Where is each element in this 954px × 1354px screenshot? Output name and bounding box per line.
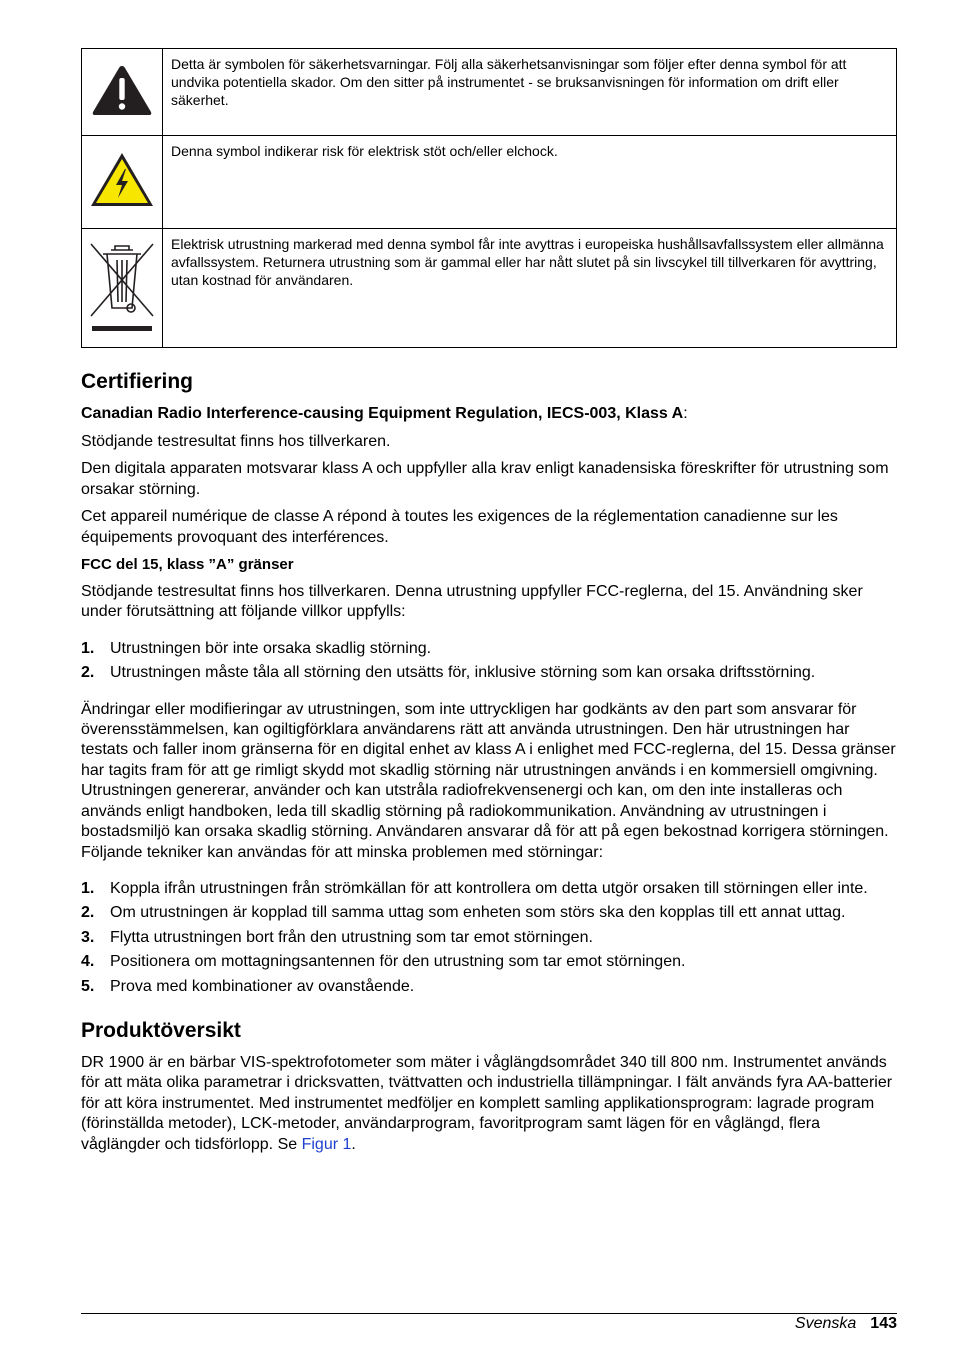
electric-shock-icon [89,151,155,209]
warning-triangle-icon [91,63,153,117]
paragraph: Stödjande testresultat finns hos tillverkaren. [81,433,391,450]
list-number: 2. [81,904,95,922]
list-item [81,952,897,972]
list-item [81,639,897,659]
footer-language: Svenska [794,1315,857,1332]
section-heading-produktoversikt: Produktöversikt [81,1018,241,1042]
section-heading-certifiering: Certifiering [81,370,194,393]
list-item [81,977,897,997]
list-number: 5. [81,977,95,995]
paragraph: Den digitala apparaten motsvarar klass A och uppfyller alla krav enligt kanadensiska föreskrifter för utrustning som orsakar störning. [81,460,889,498]
page-footer [81,1313,897,1333]
canada-regulation-title-text: Canadian Radio Interference-causing Equipment Regulation, IECS-003, Klass A [81,405,684,422]
page-number: 143 [870,1315,897,1332]
list-item [81,879,897,899]
symbol-description: Detta är symbolen för säkerhetsvarningar. Följ alla säkerhetsanvisningar som följer efter denna symbol för att undvika potentiella skador. Om den sitter på instrumentet - se bruksanvisningen för information om drift eller säkerhet. [163,49,897,136]
fcc-conditions-list [81,639,897,684]
list-item-text: Koppla ifrån utrustningen från strömkällan för att kontrollera om detta utgör orsaken till störningen eller inte. [110,879,868,897]
list-item-text: Om utrustningen är kopplad till samma uttag som enheten som störs ska den kopplas till ett annat uttag. [110,904,846,922]
list-item-text: Utrustningen bör inte orsaka skadlig störning. [110,639,432,657]
symbol-cell [82,49,163,136]
list-number: 1. [81,879,95,897]
list-item [81,663,897,683]
canada-title-colon: : [683,405,688,422]
fcc-subheading: FCC del 15, klass ”A” gränser [81,556,294,574]
symbol-row [82,49,897,136]
overview-paragraph [81,1053,897,1155]
paragraph: Ändringar eller modifieringar av utrustningen, som inte uttryckligen har godkänts av den part som ansvarar för överensstämmelsen, kan ogiltigförklara användarens rätt att använda utrustningen. Den här utrustningen har testats och faller inom gränserna för en digital enhet av klass A i enlighet med FCC-reglerna, del 15. Dessa gränser har tagits fram för att ge rimligt skydd mot skadlig störning när utrustningen används i en kommersiell omgivning. Utrustningen genererar, använder och kan utstråla radiofrekvensenergi och kan, om den inte installeras och används enligt handboken, leda till skadlig störning på radiokommunikation. Användning av utrustningen i bostadsmiljö kan orsaka skadlig störning. Användaren ansvarar då för att på egen bekostnad korrigera störningen. Följande tekniker kan användas för att minska problemen med störningar: [81,700,896,861]
overview-end: . [351,1135,356,1153]
list-item [81,903,897,923]
list-item [81,928,897,948]
list-number: 1. [81,639,95,657]
list-item-text: Prova med kombinationer av ovanstående. [110,977,415,995]
canada-regulation-title [81,404,897,424]
symbol-row [82,136,897,229]
list-number: 4. [81,953,95,971]
safety-symbols-table [81,48,897,348]
symbol-description: Denna symbol indikerar risk för elektrisk stöt och/eller elchock. [163,136,897,229]
paragraph: Cet appareil numérique de classe A répond à toutes les exigences de la réglementation canadienne sur les équipements provoquant des interférences. [81,508,838,546]
symbol-description: Elektrisk utrustning markerad med denna symbol får inte avyttras i europeiska hushållsavfallssystem eller allmänna avfallssystem. Returnera utrustning som är gammal eller har nått slutet på sin livscykel till tillverkaren för avyttring, utan kostnad för användaren. [163,229,897,348]
paragraph: Stödjande testresultat finns hos tillverkaren. Denna utrustning uppfyller FCC-reglerna, del 15. Användning sker under förutsättning att följande villkor uppfylls: [81,583,863,621]
footer-line [81,1315,897,1333]
symbol-cell [82,229,163,348]
list-item-text: Positionera om mottagningsantennen för den utrustning som tar emot störningen. [110,953,686,971]
interference-techniques-list [81,879,897,997]
figure-link[interactable]: Figur 1 [301,1135,352,1153]
list-number: 3. [81,928,95,946]
crossed-bin-icon [87,238,157,334]
list-item-text: Utrustningen måste tåla all störning den utsätts för, inklusive störning som kan orsaka driftsstörning. [110,664,816,682]
list-number: 2. [81,664,95,682]
symbol-cell [82,136,163,229]
overview-text: DR 1900 är en bärbar VIS-spektrofotometer som mäter i våglängdsområdet 340 till 800 nm. Instrumentet används för att mäta olika parametrar i dricksvatten, tvättvatten och industriella tillämpningar. I fält används fyra AA-batterier för att köra instrumentet. Med instrumentet medföljer en komplett samling applikationsprogram: lagrade program (förinställda metoder), LCK-metoder, användarprogram, favoritprogram samt lägen för en våglängd, flera våglängder och tidsförlopp. Se [81,1053,893,1153]
symbol-row [82,229,897,348]
list-item-text: Flytta utrustningen bort från den utrustning som tar emot störningen. [110,928,593,946]
page-content [81,48,897,1162]
